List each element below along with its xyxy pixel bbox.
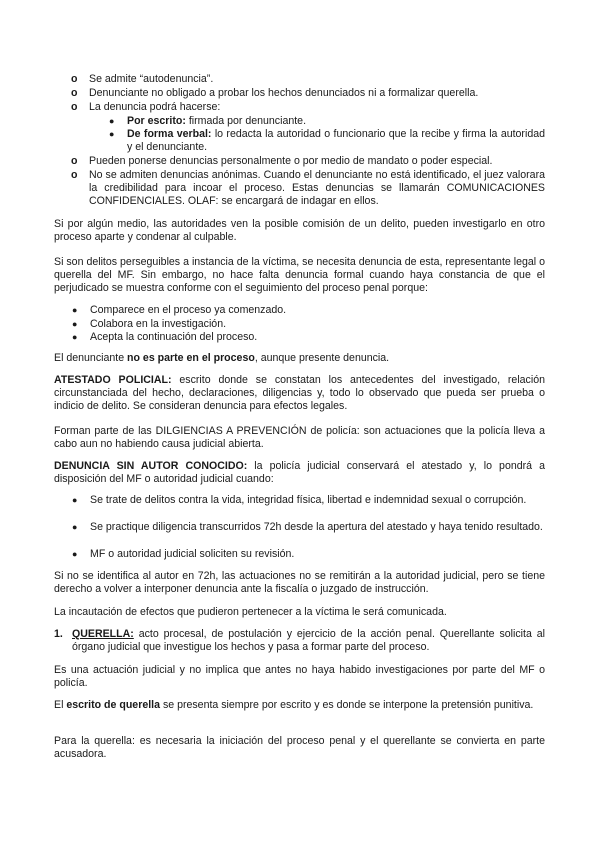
bullet-dot-icon: ● xyxy=(109,129,115,139)
bullet-dot-icon: ● xyxy=(109,116,115,126)
list-item xyxy=(54,318,545,331)
bullet-o-icon: o xyxy=(71,101,78,113)
list-item xyxy=(54,101,545,114)
list-item-text: Pueden ponerse denuncias personalmente o por medio de mandato o poder especial. xyxy=(89,155,493,167)
bullet-o-icon: o xyxy=(71,169,78,181)
sub-list-item-text xyxy=(127,128,545,154)
list-item xyxy=(54,331,545,344)
paragraph-sin-autor xyxy=(54,460,545,486)
list-item xyxy=(54,169,545,209)
paragraph-escrito xyxy=(54,699,545,712)
list-item xyxy=(54,494,545,521)
bullet-dot-icon: ● xyxy=(72,332,78,342)
text-run: El xyxy=(54,699,67,711)
sin-autor-text: la policía judicial conservará el atestado y, lo pondrá a disposición del MF o autoridad judicial cuando: xyxy=(54,460,545,486)
bold-run: escrito de querella xyxy=(66,699,160,711)
list-item-text: Colabora en la investigación. xyxy=(90,318,227,330)
list-item xyxy=(54,548,545,561)
list-item-text: Comparece en el proceso ya comenzado. xyxy=(90,304,287,316)
bullet-o-icon: o xyxy=(71,155,78,167)
bullet-dot-icon: ● xyxy=(72,522,78,532)
text-run: El denunciante xyxy=(54,352,128,364)
list-item-text: Se practique diligencia transcurridos 72h desde la apertura del atestado y haya tenido resultado. xyxy=(90,521,543,533)
bullet-dot-icon: ● xyxy=(72,319,78,329)
sub-list-item-text xyxy=(127,115,545,128)
paragraph-denunciante xyxy=(54,352,545,365)
list-item-text: La denuncia podrá hacerse: xyxy=(89,101,221,113)
paragraph-para-querella: Para la querella: es necesaria la iniciación del proceso penal y el querellante se convierta en parte acusadora. xyxy=(54,735,545,761)
list-item-text: Acepta la continuación del proceso. xyxy=(90,331,258,343)
list-item xyxy=(54,87,545,100)
bullet-o-icon: o xyxy=(71,87,78,99)
bold-run: no es parte en el proceso xyxy=(127,352,255,364)
paragraph-atestado xyxy=(54,374,545,413)
paragraph-perseguibles: Si son delitos perseguibles a instancia de la víctima, se necesita denuncia de esta, representante legal o querella del MF. Sin embargo, no hace falta denuncia formal cuando haya constancia de que el perjudicado se muestra conforme con el seguimiento del proceso penal porque: xyxy=(54,256,545,295)
bullet-dot-icon: ● xyxy=(72,549,78,559)
list-item-text: Se trate de delitos contra la vida, integridad física, libertad e indemnidad sexual o corrupción. xyxy=(90,494,527,506)
bullet-dot-icon: ● xyxy=(72,305,78,315)
paragraph-72h: Si no se identifica al autor en 72h, las actuaciones no se remitirán a la autoridad judicial, pero se tiene derecho a volver a interponer denuncia ante la fiscalía o juzgado de instrucción. xyxy=(54,570,545,596)
list-item-text: MF o autoridad judicial soliciten su revisión. xyxy=(90,548,295,560)
list-item-text: No se admiten denuncias anónimas. Cuando el denunciante no está identificado, el juez valorara la credibilidad para incoar el proceso. Estas denuncias se llamarán COMUNICACIONES CONFIDENCIALES. OLAF: se encargará de indagar en ellos. xyxy=(89,169,545,208)
list-item-text: Se admite “autodenuncia”. xyxy=(89,73,214,85)
paragraph-investigar: Si por algún medio, las autoridades ven la posible comisión de un delito, pueden investigarlo en otro proceso aparte y condenar al culpable. xyxy=(54,218,545,244)
list-item-text: Denunciante no obligado a probar los hechos denunciados ni a formalizar querella. xyxy=(89,87,479,99)
querella-label: QUERELLA: xyxy=(72,628,134,640)
form-label: Por escrito: xyxy=(127,115,186,127)
text-run: se presenta siempre por escrito y es donde se interpone la pretensión punitiva. xyxy=(160,699,534,711)
querella-definition xyxy=(72,628,545,654)
form-label: De forma verbal: xyxy=(127,128,212,140)
list-item xyxy=(54,521,545,548)
paragraph-actuacion: Es una actuación judicial y no implica que antes no haya habido investigaciones por parte del MF o policía. xyxy=(54,664,545,690)
atestado-text: escrito donde se constatan los antecedentes del investigado, relación circunstanciada del hecho, declaraciones, diligencias y, todo lo observado que pueda ser prueba o indicio de delito. Se consideran denuncia para efectos legales. xyxy=(54,374,545,413)
bullet-o-icon: o xyxy=(71,73,78,85)
sub-list-item xyxy=(54,128,545,155)
list-item xyxy=(54,73,545,86)
paragraph-diligencias: Forman parte de las DILGIENCIAS A PREVENCIÓN de policía: son actuaciones que la policía lleva a cabo aun no habiendo causa judicial abierta. xyxy=(54,425,545,451)
form-text: firmada por denunciante. xyxy=(185,115,307,127)
text-run: , aunque presente denuncia. xyxy=(254,352,390,364)
bullet-dot-icon: ● xyxy=(72,495,78,505)
section-querella xyxy=(54,628,545,655)
list-item xyxy=(54,155,545,168)
section-number: 1. xyxy=(54,628,63,640)
paragraph-incautacion: La incautación de efectos que pudieron pertenecer a la víctima le será comunicada. xyxy=(54,606,447,618)
form-text: lo redacta la autoridad o funcionario que la recibe y firma la autoridad y el denunciante. xyxy=(127,128,545,154)
sin-autor-label: DENUNCIA SIN AUTOR CONOCIDO: xyxy=(54,460,248,472)
sub-list-item xyxy=(54,115,545,128)
list-item xyxy=(54,304,545,317)
atestado-label: ATESTADO POLICIAL: xyxy=(54,374,172,386)
querella-text: acto procesal, de postulación y ejercicio de la acción penal. Querellante solicita al órgano judicial que investigue los hechos y pasa a formar parte del proceso. xyxy=(72,628,545,654)
